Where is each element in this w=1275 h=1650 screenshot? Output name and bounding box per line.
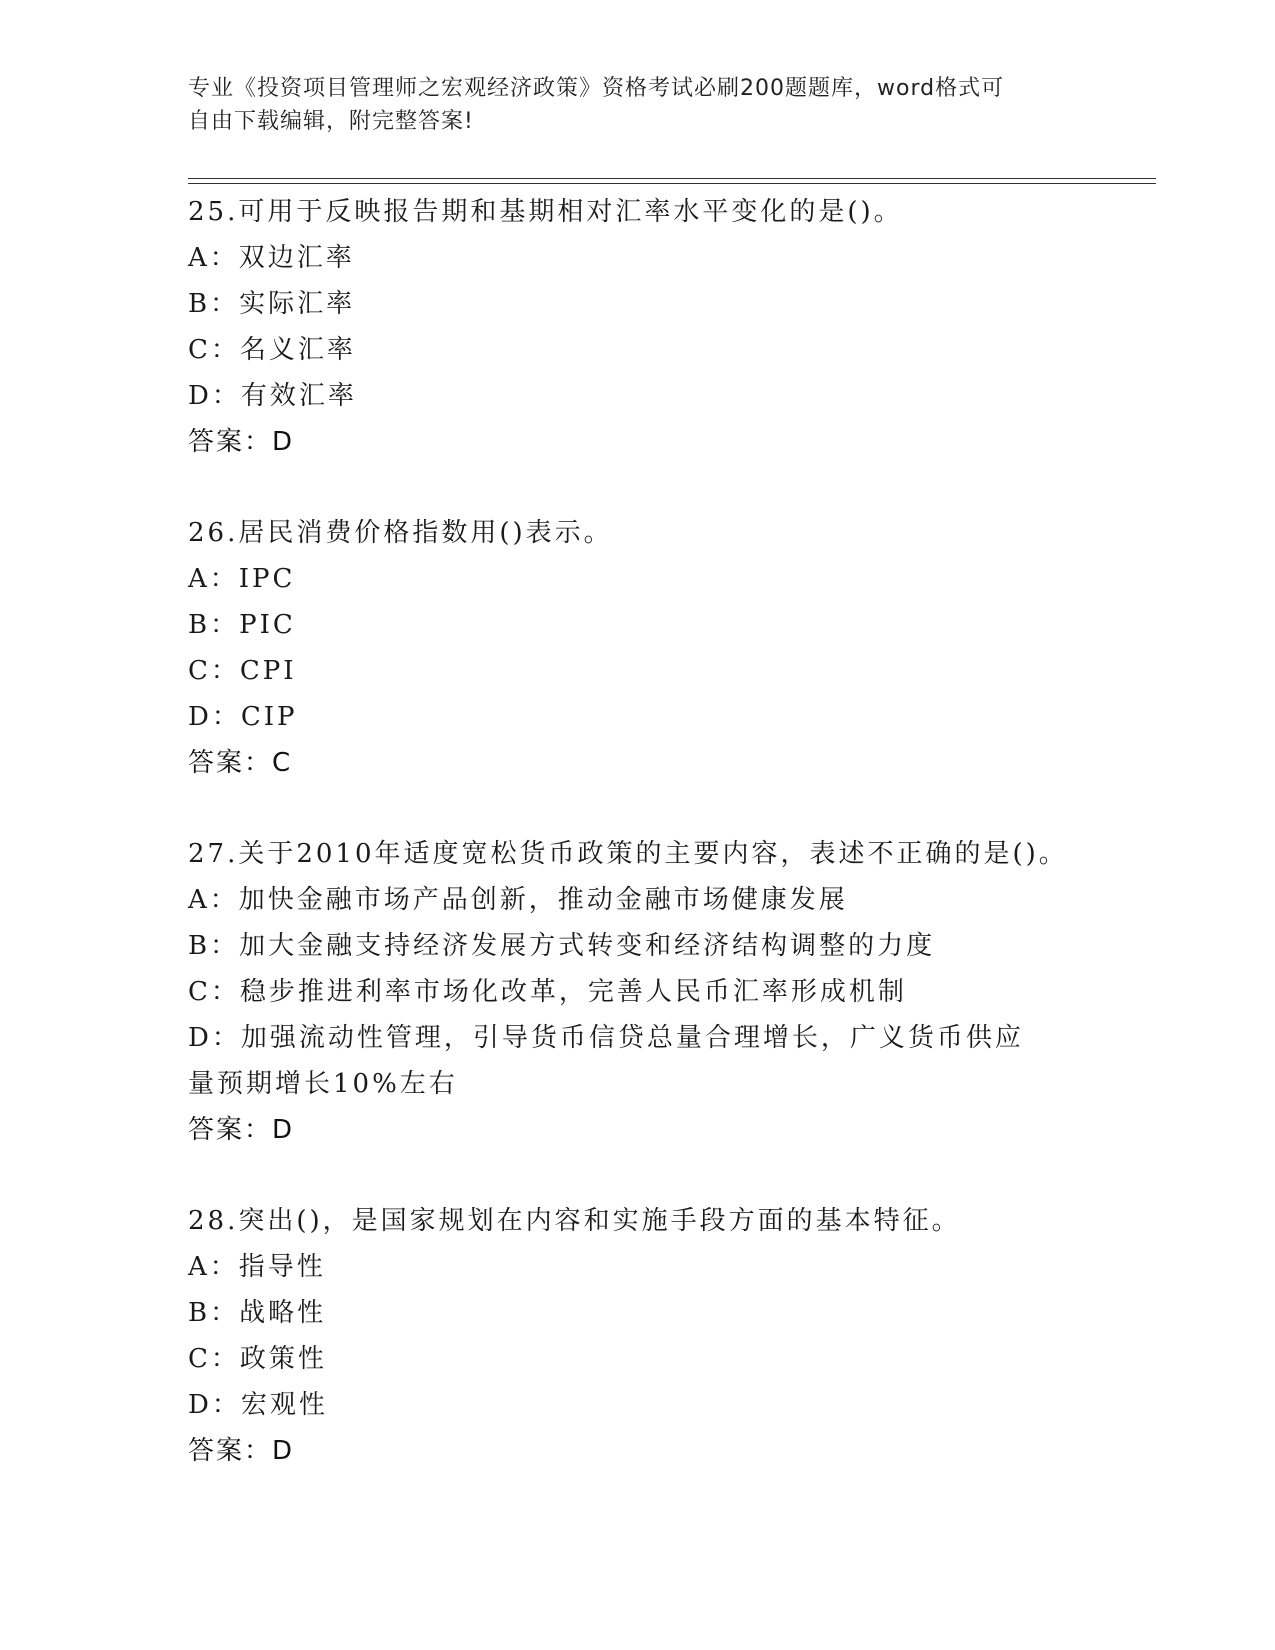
option-text: 加大金融支持经济发展方式转变和经济结构调整的力度 <box>239 931 936 961</box>
option-key: A： <box>188 885 239 915</box>
option-b <box>188 281 1148 327</box>
option-text: 政策性 <box>239 1344 327 1374</box>
option-key: C： <box>188 335 240 365</box>
option-text: 加强流动性管理，引导货币信贷总量合理增长，广义货币供应量预期增长10%左右 <box>188 1023 1024 1099</box>
option-text: CIP <box>240 702 298 732</box>
question-stem: 26.居民消费价格指数用()表示。 <box>188 518 613 548</box>
option-text: 有效汇率 <box>240 381 357 411</box>
answer-label: 答案：D <box>188 427 295 457</box>
option-text: 稳步推进利率市场化改革，完善人民币汇率形成机制 <box>239 977 907 1007</box>
option-key: A： <box>188 243 239 273</box>
option-b <box>188 1290 1148 1336</box>
option-key: B： <box>188 289 240 319</box>
option-key: B： <box>188 610 240 640</box>
option-text: 战略性 <box>239 1298 327 1328</box>
option-key: C： <box>188 977 240 1007</box>
option-d <box>188 373 1148 419</box>
option-key: B： <box>188 1298 240 1328</box>
option-text: 宏观性 <box>240 1390 328 1420</box>
question-stem: 25.可用于反映报告期和基期相对汇率水平变化的是()。 <box>188 197 903 227</box>
option-text: PIC <box>239 610 296 640</box>
question-stem: 28.突出()，是国家规划在内容和实施手段方面的基本特征。 <box>188 1206 961 1236</box>
question-26 <box>188 510 1148 786</box>
answer-label: 答案：C <box>188 748 293 778</box>
option-c <box>188 327 1148 373</box>
header-divider-top <box>188 178 1156 179</box>
option-a <box>188 1244 1148 1290</box>
option-d <box>188 1382 1148 1428</box>
option-a <box>188 877 1148 923</box>
document-header <box>188 72 1068 138</box>
option-text: CPI <box>239 656 297 686</box>
option-text: IPC <box>238 564 296 594</box>
option-c <box>188 969 1148 1015</box>
option-key: A： <box>188 564 239 594</box>
header-line-2: 自由下载编辑，附完整答案! <box>188 109 474 134</box>
option-text: 双边汇率 <box>238 243 355 273</box>
option-d <box>188 1015 1048 1107</box>
question-stem: 27.关于2010年适度宽松货币政策的主要内容，表述不正确的是()。 <box>188 839 1068 869</box>
option-text: 实际汇率 <box>239 289 356 319</box>
option-key: A： <box>188 1252 239 1282</box>
option-a <box>188 235 1148 281</box>
option-text: 名义汇率 <box>239 335 356 365</box>
option-c <box>188 1336 1148 1382</box>
option-key: C： <box>188 656 240 686</box>
option-b <box>188 602 1148 648</box>
header-line-1: 专业《投资项目管理师之宏观经济政策》资格考试必刷200题题库，word格式可 <box>188 76 1005 101</box>
question-27 <box>188 831 1148 1153</box>
option-key: D： <box>188 1023 241 1053</box>
question-28 <box>188 1198 1148 1474</box>
header-divider-bottom <box>188 183 1156 184</box>
option-key: B： <box>188 931 240 961</box>
option-key: D： <box>188 1390 241 1420</box>
option-text: 指导性 <box>238 1252 326 1282</box>
answer-label: 答案：D <box>188 1436 295 1466</box>
answer-label: 答案：D <box>188 1115 295 1145</box>
option-a <box>188 556 1148 602</box>
option-b <box>188 923 1148 969</box>
question-25 <box>188 189 1148 465</box>
option-key: C： <box>188 1344 240 1374</box>
option-c <box>188 648 1148 694</box>
option-d <box>188 694 1148 740</box>
option-key: D： <box>188 702 241 732</box>
option-key: D： <box>188 381 241 411</box>
question-list <box>188 189 1148 1519</box>
option-text: 加快金融市场产品创新，推动金融市场健康发展 <box>238 885 848 915</box>
